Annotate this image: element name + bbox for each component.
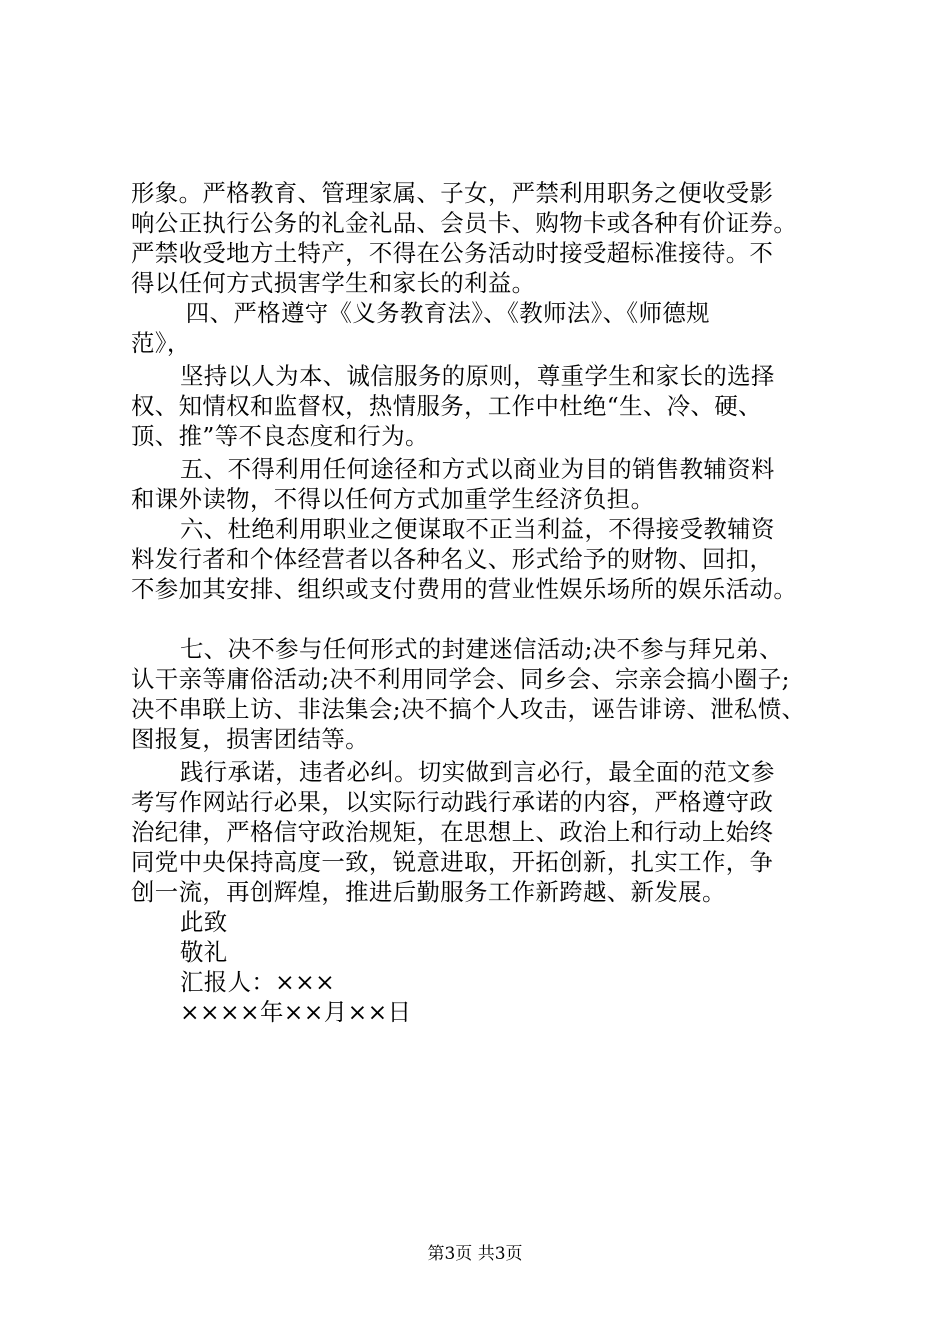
body-text-line: 五、不得利用任何途径和方式以商业为目的销售教辅资料 <box>180 455 775 483</box>
body-text-line: 得以任何方式损害学生和家长的利益。 <box>131 269 536 297</box>
reporter-signature: 汇报人：××× <box>180 968 336 996</box>
body-text-line: 图报复，损害团结等。 <box>131 725 369 753</box>
body-text-line: 六、杜绝利用职业之便谋取不正当利益，不得接受教辅资 <box>180 515 775 543</box>
body-text-line: 不参加其安排、组织或支付费用的营业性娱乐场所的娱乐活动。 <box>131 575 798 603</box>
body-text-line: 七、决不参与任何形式的封建迷信活动;决不参与拜兄弟、 <box>180 635 784 663</box>
body-text-line: 坚持以人为本、诚信服务的原则，尊重学生和家长的选择 <box>180 362 775 390</box>
page-number-footer: 第3页 共3页 <box>427 1244 523 1264</box>
section-heading-line: 范》， <box>131 329 191 357</box>
closing-salutation: 此致 <box>180 908 228 936</box>
body-text-line: 形象。严格教育、管理家属、子女，严禁利用职务之便收受影 <box>131 179 774 207</box>
document-date: ××××年××月××日 <box>180 998 412 1026</box>
body-text-line: 响公正执行公务的礼金礼品、会员卡、购物卡或各种有价证券。 <box>131 209 798 237</box>
body-text-line: 创一流，再创辉煌，推进后勤服务工作新跨越、新发展。 <box>131 878 726 906</box>
body-text-line: 权、知情权和监督权，热情服务，工作中杜绝“生、冷、硬、 <box>131 392 762 420</box>
closing-regards: 敬礼 <box>180 938 228 966</box>
body-text-line: 认干亲等庸俗活动;决不利用同学会、同乡会、宗亲会搞小圈子; <box>131 665 790 693</box>
body-text-line: 决不串联上访、非法集会;决不搞个人攻击，诬告诽谤、泄私愤、 <box>131 695 806 723</box>
body-text-line: 严禁收受地方土特产，不得在公务活动时接受超标准接待。不 <box>131 239 774 267</box>
body-text-line: 治纪律，严格信守政治规矩，在思想上、政治上和行动上始终 <box>131 818 774 846</box>
body-text-line: 和课外读物，不得以任何方式加重学生经济负担。 <box>131 485 655 513</box>
body-text-line: 考写作网站行必果，以实际行动践行承诺的内容，严格遵守政 <box>131 788 774 816</box>
body-text-line: 践行承诺，违者必纠。切实做到言必行，最全面的范文参 <box>180 758 775 786</box>
body-text-line: 顶、推”等不良态度和行为。 <box>131 422 429 450</box>
body-text-line: 料发行者和个体经营者以各种名义、形式给予的财物、回扣， <box>131 545 774 573</box>
section-heading-line: 四、严格遵守《义务教育法》、《教师法》、《师德规 <box>162 299 710 327</box>
body-text-line: 同党中央保持高度一致，锐意进取，开拓创新，扎实工作，争 <box>131 848 774 876</box>
